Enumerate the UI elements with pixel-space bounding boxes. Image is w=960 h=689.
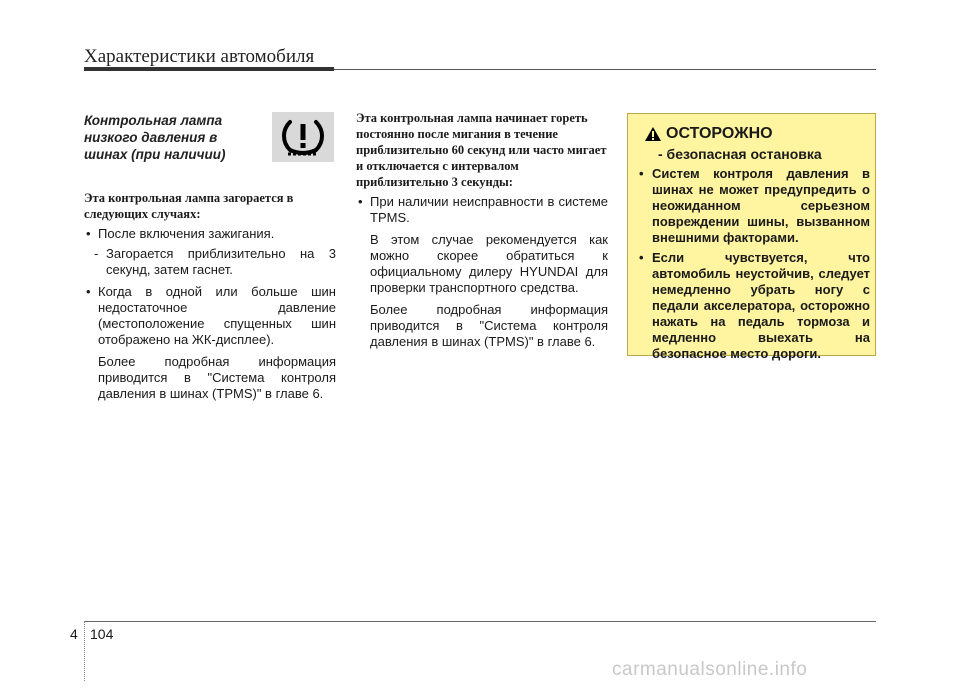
warning-list [638, 166, 870, 366]
header-rule-thin [334, 69, 876, 70]
warning-title: ОСТОРОЖНО [666, 125, 773, 142]
chapter-number: 4 [70, 626, 78, 642]
footer-divider [84, 621, 86, 681]
watermark: carmanualsonline.info [612, 659, 808, 680]
warning-item: • Систем контроля давления в шинах не может предупредить о неожиданном серьезном повреждении шины, вызванном внешними факторами. [638, 166, 870, 246]
footer-rule [84, 621, 876, 622]
sub-item: - Загорается приблизительно на 3 секунд, затем гаснет. [84, 246, 336, 278]
warning-box [627, 113, 876, 361]
warning-triangle-icon [644, 126, 662, 147]
note-paragraph: Более подробная информация приводится в "Система контроля давления в шинах (TPMS)" в главе 6. [370, 302, 608, 349]
section-title: Контрольная лампа низкого давления в шинах (при наличии) [84, 113, 226, 162]
warning-subtitle: - безопасная остановка [658, 146, 822, 162]
bullet-item: • После включения зажигания. [84, 226, 336, 242]
page-number: 104 [90, 626, 114, 642]
tire-pressure-warning-icon [272, 112, 334, 162]
column-middle [356, 112, 608, 350]
page-header-title: Характеристики автомобиля [84, 46, 315, 67]
lead-paragraph: Эта контрольная лампа загорается в следующих случаях: [84, 191, 294, 221]
bullet-item: • Когда в одной или больше шин недостаточное давление (местоположение спущенных шин отображено на ЖК-дисплее). [84, 284, 336, 348]
note-paragraph: Более подробная информация приводится в "Система контроля давления в шинах (TPMS)" в главе 6. [98, 354, 336, 401]
bullet-item: • При наличии неисправности в системе TPMS. [356, 194, 608, 226]
note-paragraph: В этом случае рекомендуется как можно скорее обратиться к официальному дилеру HYUNDAI для проверки транспортного средства. [370, 232, 608, 295]
lead-paragraph: Эта контрольная лампа начинает гореть постоянно после мигания в течение приблизительно 60 секунд или часто мигает и отключается с интервалом приблизительно 3 секунды: [356, 111, 607, 189]
header-rule-thick [84, 67, 334, 71]
column-left [84, 112, 336, 402]
warning-item: • Если чувствуется, что автомобиль неустойчив, следует немедленно убрать ногу с педали акселератора, осторожно нажать на педаль тормоза и медленно выехать на безопасное место дороги. [638, 250, 870, 362]
